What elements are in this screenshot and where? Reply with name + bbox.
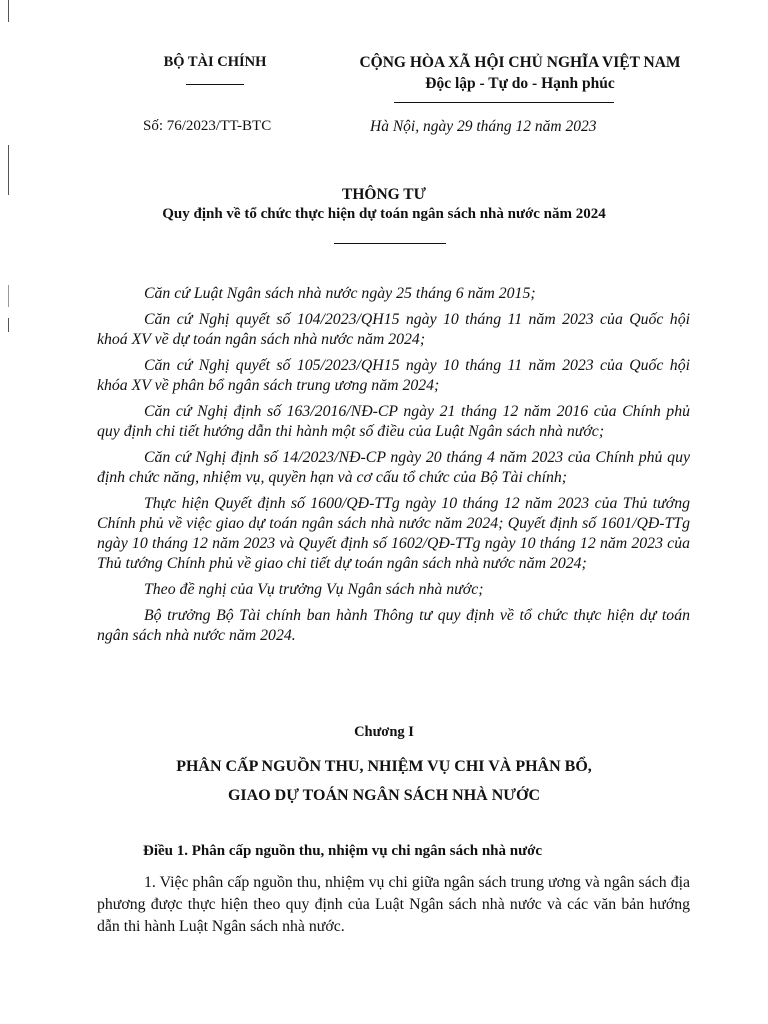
ministry-underline — [186, 84, 244, 85]
document-type: THÔNG TƯ — [342, 186, 426, 203]
place-date: Hà Nội, ngày 29 tháng 12 năm 2023 — [370, 118, 597, 135]
preamble-paragraph: Căn cứ Luật Ngân sách nhà nước ngày 25 tháng 6 năm 2015; — [144, 285, 536, 302]
preamble-paragraph: Căn cứ Nghị định số 14/2023/NĐ-CP ngày 20 tháng 4 năm 2023 của Chính phủ quy định chức năng, nhiệm vụ, quyền hạn và cơ cấu tổ chức của Bộ Tài chính; — [97, 449, 690, 486]
preamble-paragraph: Theo đề nghị của Vụ trưởng Vụ Ngân sách nhà nước; — [144, 581, 484, 598]
chapter-title-line: GIAO DỰ TOÁN NGÂN SÁCH NHÀ NƯỚC — [227, 787, 540, 804]
document-header — [0, 50, 768, 110]
motto-underline — [394, 102, 614, 103]
document-title: Quy định về tổ chức thực hiện dự toán ngân sách nhà nước năm 2024 — [162, 206, 606, 222]
document-number: Số: 76/2023/TT-BTC — [143, 118, 272, 134]
preamble-paragraph: Căn cứ Nghị định số 163/2016/NĐ-CP ngày 21 tháng 12 năm 2016 của Chính phủ quy định chi tiết hướng dẫn thi hành một số điều của Luật Ngân sách nhà nước; — [97, 403, 690, 440]
title-underline — [334, 243, 446, 244]
chapter-title-line: PHÂN CẤP NGUỒN THU, NHIỆM VỤ CHI VÀ PHÂN BỔ, — [176, 758, 592, 775]
national-title: CỘNG HÒA XÃ HỘI CHỦ NGHĨA VIỆT NAM — [359, 54, 681, 71]
scan-artifact — [8, 285, 9, 307]
scan-artifact — [8, 318, 9, 332]
preamble-paragraph: Thực hiện Quyết định số 1600/QĐ-TTg ngày 10 tháng 12 năm 2023 của Thủ tướng Chính phủ về việc giao dự toán ngân sách nhà nước năm 2024; Quyết định số 1601/QĐ-TTg ngày 10 tháng 12 năm 2023 và Quyết định số 1602/QĐ-TTg ngày 10 tháng 12 năm 2023 của Thủ tướng Chính phủ về giao chi tiết dự toán ngân sách nhà nước năm 2024; — [97, 495, 690, 572]
article-clause: 1. Việc phân cấp nguồn thu, nhiệm vụ chi giữa ngân sách trung ương và ngân sách địa phương được thực hiện theo quy định của Luật Ngân sách nhà nước và các văn bản hướng dẫn thi hành Luật Ngân sách nhà nước. — [97, 874, 690, 935]
preamble-paragraph: Căn cứ Nghị quyết số 105/2023/QH15 ngày 10 tháng 11 năm 2023 của Quốc hội khóa XV về phân bổ ngân sách trung ương năm 2024; — [97, 357, 690, 394]
article-heading: Điều 1. Phân cấp nguồn thu, nhiệm vụ chi ngân sách nhà nước — [143, 843, 543, 859]
chapter-number: Chương I — [354, 724, 414, 740]
preamble — [97, 284, 690, 652]
preamble-paragraph: Căn cứ Nghị quyết số 104/2023/QH15 ngày 10 tháng 11 năm 2023 của Quốc hội khoá XV về dự toán ngân sách nhà nước năm 2024; — [97, 311, 690, 348]
preamble-paragraph: Bộ trưởng Bộ Tài chính ban hành Thông tư quy định về tổ chức thực hiện dự toán ngân sách nhà nước năm 2024. — [97, 607, 690, 644]
chapter-title — [0, 752, 768, 810]
scan-artifact — [8, 0, 9, 22]
ministry-name: BỘ TÀI CHÍNH — [163, 54, 267, 70]
national-motto: Độc lập - Tự do - Hạnh phúc — [425, 75, 615, 92]
